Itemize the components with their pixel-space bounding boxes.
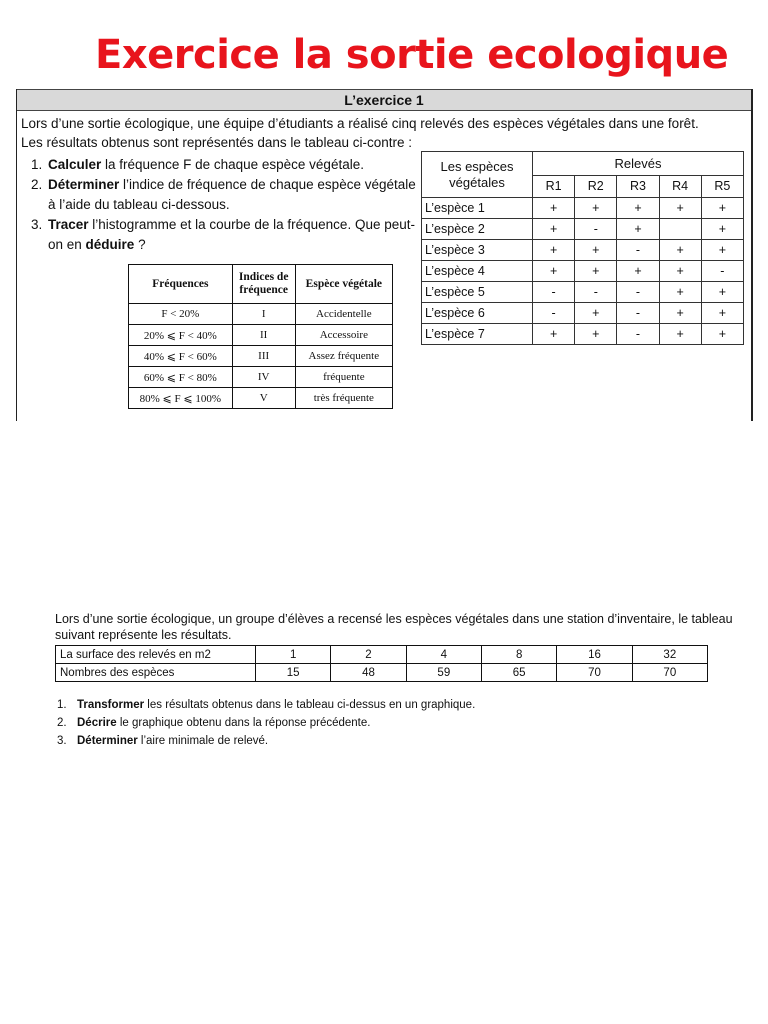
table-cell: +: [575, 240, 617, 261]
exercise-2-table: [55, 645, 708, 682]
table-cell: 70: [632, 664, 707, 682]
species-name: L’espèce 6: [422, 302, 533, 323]
question-keyword: Transformer: [77, 699, 145, 711]
table-cell: +: [575, 302, 617, 323]
table-row: [422, 219, 744, 240]
table-cell: 59: [406, 664, 481, 682]
table-header-row: [129, 265, 393, 304]
table-cell: +: [533, 261, 575, 282]
table-cell: -: [533, 282, 575, 303]
question-keyword: Déterminer: [77, 735, 138, 747]
exercise-1-header: L’exercice 1: [17, 89, 751, 111]
question-keyword: Tracer: [48, 217, 89, 232]
table-header-cell: Indices de fréquence: [232, 265, 295, 304]
table-cell: Accessoire: [295, 325, 392, 346]
table-cell: -: [533, 302, 575, 323]
question-text: le graphique obtenu dans la réponse précédente.: [116, 717, 371, 729]
frequency-index-table: [128, 264, 393, 409]
question-item: [21, 175, 421, 215]
table-cell: 70: [557, 664, 632, 682]
table-cell: +: [659, 282, 701, 303]
releves-header-cell: Relevés: [533, 152, 744, 176]
species-name: L’espèce 7: [422, 323, 533, 344]
species-name: L’espèce 4: [422, 261, 533, 282]
table-cell: +: [659, 261, 701, 282]
question-number: 2.: [31, 177, 43, 192]
table-row: [129, 325, 393, 346]
table-cell: +: [575, 198, 617, 219]
table-cell: +: [701, 282, 743, 303]
table-cell: 60% ⩽ F < 80%: [129, 367, 233, 388]
table-cell: -: [575, 282, 617, 303]
table-cell: +: [533, 219, 575, 240]
question-number: 3.: [57, 735, 67, 747]
table-header-row: [422, 152, 744, 176]
table-cell: -: [575, 219, 617, 240]
table-cell: +: [659, 323, 701, 344]
question-keyword: Calculer: [48, 157, 102, 172]
table-cell: 80% ⩽ F ⩽ 100%: [129, 388, 233, 409]
question-tail: ?: [134, 237, 146, 252]
table-cell: 8: [481, 646, 556, 664]
table-row: [422, 240, 744, 261]
table-cell: +: [659, 240, 701, 261]
table-cell: I: [232, 304, 295, 325]
table-cell: F < 20%: [129, 304, 233, 325]
table-cell: 32: [632, 646, 707, 664]
table-cell: 20% ⩽ F < 40%: [129, 325, 233, 346]
table-row: [56, 664, 708, 682]
species-name: L’espèce 3: [422, 240, 533, 261]
table-row: [56, 646, 708, 664]
table-cell: +: [617, 219, 659, 240]
table-cell: 1: [256, 646, 331, 664]
table-cell: +: [659, 302, 701, 323]
table-cell: [659, 219, 701, 240]
table-cell: +: [617, 198, 659, 219]
table-cell: +: [533, 323, 575, 344]
species-name: L’espèce 1: [422, 198, 533, 219]
row-label: Nombres des espèces: [56, 664, 256, 682]
table-cell: 15: [256, 664, 331, 682]
releves-table: [421, 151, 744, 345]
question-text: l’indice de fréquence de chaque espèce végétale à l’aide du tableau ci-dessous.: [48, 177, 416, 212]
table-cell: -: [617, 240, 659, 261]
column-header: R3: [617, 175, 659, 197]
table-cell: +: [617, 261, 659, 282]
table-row: [422, 198, 744, 219]
question-text: les résultats obtenus dans le tableau ci-dessus en un graphique.: [144, 699, 476, 711]
row-label: La surface des relevés en m2: [56, 646, 256, 664]
table-cell: II: [232, 325, 295, 346]
table-header-cell: Espèce végétale: [295, 265, 392, 304]
question-item: [55, 732, 655, 750]
table-cell: Accidentelle: [295, 304, 392, 325]
question-item: [21, 215, 421, 255]
table-cell: III: [232, 346, 295, 367]
table-row: [422, 302, 744, 323]
table-row: [129, 304, 393, 325]
table-cell: -: [617, 323, 659, 344]
table-header-cell: Fréquences: [129, 265, 233, 304]
table-cell: +: [701, 302, 743, 323]
table-cell: 4: [406, 646, 481, 664]
table-cell: très fréquente: [295, 388, 392, 409]
column-header: R2: [575, 175, 617, 197]
table-cell: -: [617, 282, 659, 303]
table-row: [129, 388, 393, 409]
table-cell: 40% ⩽ F < 60%: [129, 346, 233, 367]
column-header: R4: [659, 175, 701, 197]
table-row: [422, 261, 744, 282]
table-cell: +: [575, 323, 617, 344]
exercise-2-intro: Lors d’une sortie écologique, un groupe d’élèves a recensé les espèces végétales dans une station d’inventaire, le tableau suivant représente les résultats.: [55, 612, 733, 642]
column-header: R1: [533, 175, 575, 197]
table-cell: +: [701, 219, 743, 240]
table-cell: +: [701, 323, 743, 344]
question-item: [55, 696, 655, 714]
table-cell: +: [575, 261, 617, 282]
exercise-1-intro: Lors d’une sortie écologique, une équipe d’étudiants a réalisé cinq relevés des espèces végétales dans une forêt. Les résultats obtenus sont représentés dans le tableau ci-contre :: [21, 116, 699, 150]
table-cell: +: [701, 198, 743, 219]
question-keyword: Décrire: [77, 717, 117, 729]
table-cell: IV: [232, 367, 295, 388]
species-name: L’espèce 5: [422, 282, 533, 303]
table-cell: 65: [481, 664, 556, 682]
species-header-line1: Les espèces: [440, 158, 514, 174]
table-cell: 48: [331, 664, 406, 682]
table-cell: V: [232, 388, 295, 409]
table-cell: +: [659, 198, 701, 219]
column-header: R5: [701, 175, 743, 197]
species-name: L’espèce 2: [422, 219, 533, 240]
table-row: [129, 346, 393, 367]
table-cell: 16: [557, 646, 632, 664]
exercise-1-questions: [21, 155, 421, 255]
question-number: 3.: [31, 217, 43, 232]
table-row: [422, 323, 744, 344]
question-number: 1.: [31, 157, 43, 172]
species-header-cell: [422, 152, 533, 198]
exercise-1-block: [16, 89, 753, 421]
table-cell: +: [533, 240, 575, 261]
table-cell: 2: [331, 646, 406, 664]
table-row: [422, 282, 744, 303]
table-row: [129, 367, 393, 388]
question-text: l’aire minimale de relevé.: [137, 735, 269, 747]
species-header-line2: végétales: [449, 174, 505, 190]
question-keyword-2: déduire: [85, 237, 135, 252]
table-cell: +: [533, 198, 575, 219]
question-keyword: Déterminer: [48, 177, 120, 192]
question-item: [21, 155, 421, 175]
question-text: l’histogramme et la courbe de la fréquence. Que peut-on en: [48, 217, 415, 252]
exercise-2-questions: [55, 696, 655, 750]
page-title: Exercice la sortie ecologique: [95, 32, 729, 78]
question-item: [55, 714, 655, 732]
table-cell: +: [701, 240, 743, 261]
table-cell: -: [617, 302, 659, 323]
question-number: 1.: [57, 699, 67, 711]
table-cell: Assez fréquente: [295, 346, 392, 367]
table-cell: fréquente: [295, 367, 392, 388]
question-number: 2.: [57, 717, 67, 729]
question-text: la fréquence F de chaque espèce végétale.: [101, 157, 364, 172]
table-cell: -: [701, 261, 743, 282]
